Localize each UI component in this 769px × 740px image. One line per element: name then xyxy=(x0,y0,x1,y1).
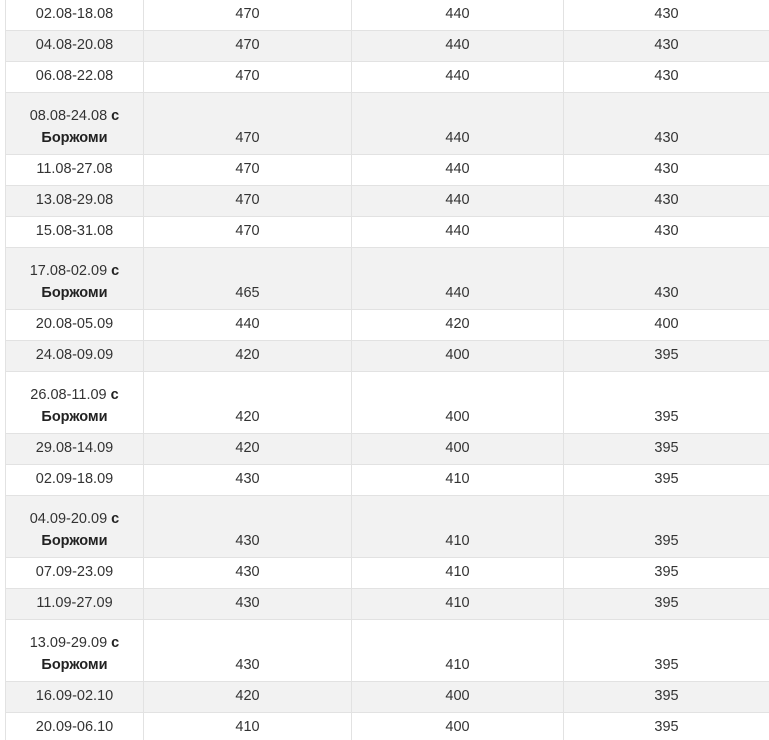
tour-dates: 15.08-31.08 xyxy=(35,223,114,239)
tour-dates-cell xyxy=(6,433,144,464)
table-row xyxy=(6,185,769,216)
tour-dates-cell xyxy=(6,61,144,92)
price-cell-1: 430 xyxy=(144,464,352,495)
price-cell-2: 400 xyxy=(352,433,564,464)
price-cell-2: 410 xyxy=(352,619,564,681)
tour-dates-cell xyxy=(6,681,144,712)
tour-dates: 08.08-24.08 xyxy=(29,107,108,124)
price-table xyxy=(5,0,769,740)
table-row xyxy=(6,30,769,61)
tour-dates-cell xyxy=(6,247,144,309)
table-row xyxy=(6,247,769,309)
table-row xyxy=(6,681,769,712)
price-table-container xyxy=(5,0,769,740)
tour-dates-cell xyxy=(6,216,144,247)
table-row xyxy=(6,619,769,681)
table-row xyxy=(6,557,769,588)
price-cell-1: 430 xyxy=(144,619,352,681)
tour-dates-cell xyxy=(6,371,144,433)
tour-dates-cell xyxy=(6,309,144,340)
tour-dates-cell xyxy=(6,588,144,619)
tour-dates-cell xyxy=(6,619,144,681)
price-cell-3: 430 xyxy=(564,154,769,185)
table-row xyxy=(6,495,769,557)
price-cell-2: 400 xyxy=(352,340,564,371)
tour-dates: 16.09-02.10 xyxy=(35,688,114,704)
tour-destination-note: Боржоми xyxy=(41,284,108,301)
price-cell-3: 430 xyxy=(564,0,769,30)
price-cell-2: 400 xyxy=(352,712,564,740)
table-row xyxy=(6,588,769,619)
price-cell-3: 400 xyxy=(564,309,769,340)
tour-dates-suffix: с xyxy=(111,107,120,124)
price-cell-2: 410 xyxy=(352,557,564,588)
table-row xyxy=(6,61,769,92)
tour-dates: 29.08-14.09 xyxy=(35,440,114,456)
tour-dates: 13.08-29.08 xyxy=(35,192,114,208)
price-cell-2: 440 xyxy=(352,61,564,92)
price-cell-3: 395 xyxy=(564,371,769,433)
price-cell-3: 430 xyxy=(564,247,769,309)
tour-dates-cell xyxy=(6,185,144,216)
price-cell-3: 395 xyxy=(564,433,769,464)
price-cell-3: 395 xyxy=(564,557,769,588)
price-cell-2: 440 xyxy=(352,92,564,154)
price-cell-2: 440 xyxy=(352,30,564,61)
tour-destination-note: Боржоми xyxy=(41,129,108,146)
tour-dates-cell xyxy=(6,712,144,740)
price-cell-1: 430 xyxy=(144,495,352,557)
tour-dates: 20.09-06.10 xyxy=(35,719,114,735)
price-cell-3: 395 xyxy=(564,464,769,495)
price-cell-2: 440 xyxy=(352,154,564,185)
price-cell-2: 410 xyxy=(352,588,564,619)
table-row xyxy=(6,433,769,464)
tour-dates-suffix: с xyxy=(110,386,119,403)
price-cell-1: 420 xyxy=(144,433,352,464)
table-row xyxy=(6,309,769,340)
price-cell-1: 440 xyxy=(144,309,352,340)
tour-dates: 13.09-29.09 xyxy=(29,634,108,651)
price-cell-3: 395 xyxy=(564,495,769,557)
price-cell-1: 470 xyxy=(144,92,352,154)
tour-dates: 11.08-27.08 xyxy=(36,161,113,177)
tour-dates: 26.08-11.09 xyxy=(30,386,107,403)
price-cell-1: 470 xyxy=(144,61,352,92)
table-row xyxy=(6,464,769,495)
price-cell-1: 430 xyxy=(144,557,352,588)
price-cell-1: 420 xyxy=(144,340,352,371)
price-cell-3: 395 xyxy=(564,712,769,740)
price-cell-2: 400 xyxy=(352,371,564,433)
tour-dates-cell xyxy=(6,340,144,371)
tour-dates: 17.08-02.09 xyxy=(29,262,108,279)
tour-destination-note: Боржоми xyxy=(41,656,108,673)
price-cell-3: 395 xyxy=(564,588,769,619)
tour-destination-note: Боржоми xyxy=(41,532,108,549)
tour-dates-cell xyxy=(6,30,144,61)
price-cell-1: 470 xyxy=(144,30,352,61)
tour-dates-suffix: с xyxy=(111,634,120,651)
price-table-body xyxy=(6,0,769,740)
tour-dates-cell xyxy=(6,557,144,588)
tour-destination-note: Боржоми xyxy=(41,408,108,425)
price-cell-1: 410 xyxy=(144,712,352,740)
tour-dates: 20.08-05.09 xyxy=(35,316,114,332)
tour-dates-cell xyxy=(6,92,144,154)
table-row xyxy=(6,340,769,371)
price-cell-3: 430 xyxy=(564,185,769,216)
price-cell-2: 410 xyxy=(352,495,564,557)
price-cell-2: 440 xyxy=(352,185,564,216)
tour-dates-cell xyxy=(6,464,144,495)
tour-dates: 04.09-20.09 xyxy=(29,510,108,527)
table-row xyxy=(6,216,769,247)
price-cell-2: 420 xyxy=(352,309,564,340)
price-cell-3: 395 xyxy=(564,681,769,712)
tour-dates-suffix: с xyxy=(111,262,120,279)
price-cell-2: 440 xyxy=(352,247,564,309)
price-cell-3: 430 xyxy=(564,30,769,61)
tour-dates: 24.08-09.09 xyxy=(35,347,114,363)
price-cell-3: 430 xyxy=(564,92,769,154)
table-row xyxy=(6,712,769,740)
price-cell-1: 470 xyxy=(144,0,352,30)
price-cell-1: 470 xyxy=(144,216,352,247)
price-cell-1: 420 xyxy=(144,681,352,712)
price-cell-3: 395 xyxy=(564,619,769,681)
price-cell-2: 410 xyxy=(352,464,564,495)
price-cell-1: 420 xyxy=(144,371,352,433)
tour-dates-cell xyxy=(6,0,144,30)
price-cell-3: 395 xyxy=(564,340,769,371)
price-cell-2: 440 xyxy=(352,0,564,30)
price-cell-1: 465 xyxy=(144,247,352,309)
price-cell-2: 400 xyxy=(352,681,564,712)
table-row xyxy=(6,92,769,154)
table-row xyxy=(6,371,769,433)
tour-dates: 04.08-20.08 xyxy=(35,37,114,53)
tour-dates: 11.09-27.09 xyxy=(36,595,113,611)
price-cell-3: 430 xyxy=(564,216,769,247)
price-cell-1: 470 xyxy=(144,154,352,185)
tour-dates: 07.09-23.09 xyxy=(35,564,114,580)
price-cell-1: 470 xyxy=(144,185,352,216)
table-row xyxy=(6,154,769,185)
price-cell-1: 430 xyxy=(144,588,352,619)
tour-dates-suffix: с xyxy=(111,510,120,527)
price-cell-2: 440 xyxy=(352,216,564,247)
tour-dates: 02.09-18.09 xyxy=(35,471,114,487)
price-cell-3: 430 xyxy=(564,61,769,92)
tour-dates-cell xyxy=(6,154,144,185)
tour-dates: 02.08-18.08 xyxy=(35,6,114,23)
tour-dates: 06.08-22.08 xyxy=(35,68,114,84)
tour-dates-cell xyxy=(6,495,144,557)
table-row xyxy=(6,0,769,30)
